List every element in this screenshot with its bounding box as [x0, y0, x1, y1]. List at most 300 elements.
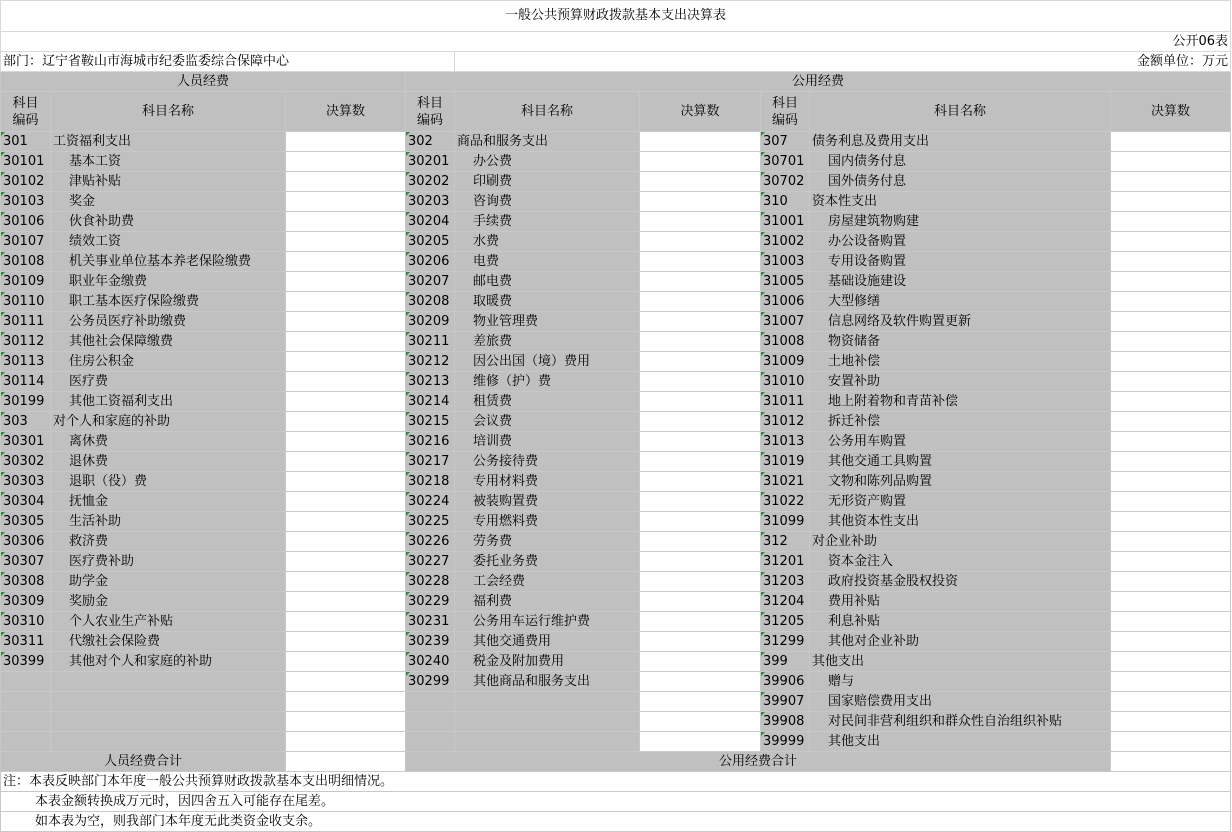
amount-cell[interactable] — [286, 152, 406, 172]
amount-cell[interactable] — [1111, 432, 1231, 452]
subject-code-cell[interactable]: 31008 — [761, 332, 810, 352]
subject-code-cell[interactable]: 30103 — [1, 192, 51, 212]
amount-cell[interactable] — [640, 612, 761, 632]
subject-name-cell[interactable]: 公务接待费 — [455, 452, 640, 472]
amount-cell[interactable] — [286, 252, 406, 272]
amount-cell[interactable] — [1111, 532, 1231, 552]
subject-name-cell[interactable]: 专用材料费 — [455, 472, 640, 492]
subject-code-cell[interactable]: 30308 — [1, 572, 51, 592]
subject-code-cell[interactable]: 30216 — [406, 432, 455, 452]
subject-name-cell[interactable]: 文物和陈列品购置 — [810, 472, 1111, 492]
subject-code-cell[interactable]: 30102 — [1, 172, 51, 192]
subject-name-cell[interactable] — [51, 692, 286, 712]
subject-name-cell[interactable]: 专用燃料费 — [455, 512, 640, 532]
subject-code-cell[interactable]: 30399 — [1, 652, 51, 672]
table-row — [1, 292, 1231, 312]
subject-name-cell[interactable]: 政府投资基金股权投资 — [810, 572, 1111, 592]
subject-code-cell[interactable]: 399 — [761, 652, 810, 672]
table-row — [1, 612, 1231, 632]
amount-cell[interactable] — [1111, 592, 1231, 612]
subject-code-cell[interactable]: 39999 — [761, 732, 810, 752]
table-row — [1, 412, 1231, 432]
amount-cell[interactable] — [640, 712, 761, 732]
subject-name-cell[interactable]: 物业管理费 — [455, 312, 640, 332]
subject-code-cell[interactable]: 30239 — [406, 632, 455, 652]
subject-name-cell[interactable]: 其他资本性支出 — [810, 512, 1111, 532]
subject-name-cell[interactable]: 水费 — [455, 232, 640, 252]
subject-code-cell[interactable] — [1, 672, 51, 692]
subject-name-cell[interactable]: 对个人和家庭的补助 — [51, 412, 286, 432]
subject-name-cell[interactable] — [455, 712, 640, 732]
subject-code-cell[interactable]: 30226 — [406, 532, 455, 552]
amount-cell[interactable] — [640, 352, 761, 372]
note-text: 如本表为空，则我部门本年度无此类资金收支余。 — [1, 812, 1231, 832]
subject-name-cell[interactable]: 离休费 — [51, 432, 286, 452]
amount-cell[interactable] — [1111, 232, 1231, 252]
subject-name-cell[interactable]: 医疗费 — [51, 372, 286, 392]
subject-code-cell[interactable]: 30111 — [1, 312, 51, 332]
amount-cell[interactable] — [286, 512, 406, 532]
subject-name-cell[interactable]: 委托业务费 — [455, 552, 640, 572]
subject-name-cell[interactable]: 救济费 — [51, 532, 286, 552]
table-row — [1, 312, 1231, 332]
subject-code-cell[interactable]: 31203 — [761, 572, 810, 592]
amount-cell[interactable] — [640, 632, 761, 652]
subject-code-cell[interactable]: 30107 — [1, 232, 51, 252]
amount-cell[interactable] — [1111, 572, 1231, 592]
subject-code-cell[interactable]: 31204 — [761, 592, 810, 612]
subject-name-cell[interactable]: 资本性支出 — [810, 192, 1111, 212]
subject-code-cell[interactable]: 30201 — [406, 152, 455, 172]
subject-name-cell[interactable]: 信息网络及软件购置更新 — [810, 312, 1111, 332]
subject-code-cell[interactable]: 31003 — [761, 252, 810, 272]
amount-cell[interactable] — [286, 452, 406, 472]
subject-name-cell[interactable]: 机关事业单位基本养老保险缴费 — [51, 252, 286, 272]
subject-name-cell[interactable]: 其他支出 — [810, 652, 1111, 672]
subject-code-cell[interactable]: 31099 — [761, 512, 810, 532]
subject-name-cell[interactable]: 办公设备购置 — [810, 232, 1111, 252]
amount-cell[interactable] — [286, 532, 406, 552]
public-total-label: 公用经费合计 — [406, 752, 1111, 772]
subject-code-cell[interactable]: 30204 — [406, 212, 455, 232]
amount-cell[interactable] — [1111, 352, 1231, 372]
subject-name-cell[interactable]: 职工基本医疗保险缴费 — [51, 292, 286, 312]
subject-code-cell[interactable]: 30205 — [406, 232, 455, 252]
subject-code-cell[interactable]: 30208 — [406, 292, 455, 312]
amount-cell[interactable] — [1111, 192, 1231, 212]
subject-name-cell[interactable]: 印刷费 — [455, 172, 640, 192]
amount-cell[interactable] — [1111, 712, 1231, 732]
subject-code-cell[interactable]: 30228 — [406, 572, 455, 592]
subject-name-cell[interactable]: 债务利息及费用支出 — [810, 132, 1111, 152]
amount-cell[interactable] — [640, 252, 761, 272]
subject-name-cell[interactable]: 手续费 — [455, 212, 640, 232]
subject-code-cell[interactable]: 30310 — [1, 612, 51, 632]
subject-code-cell[interactable]: 30307 — [1, 552, 51, 572]
subject-code-cell[interactable] — [1, 692, 51, 712]
amount-cell[interactable] — [286, 672, 406, 692]
subject-name-cell[interactable]: 租赁费 — [455, 392, 640, 412]
subject-code-cell[interactable]: 31022 — [761, 492, 810, 512]
subject-code-cell[interactable]: 30305 — [1, 512, 51, 532]
subject-name-cell[interactable]: 国外债务付息 — [810, 172, 1111, 192]
subject-name-cell[interactable]: 其他支出 — [810, 732, 1111, 752]
subject-code-cell[interactable]: 31205 — [761, 612, 810, 632]
note-row — [1, 792, 1231, 812]
subject-name-cell[interactable]: 其他交通费用 — [455, 632, 640, 652]
amount-cell[interactable] — [286, 292, 406, 312]
amount-cell[interactable] — [1111, 512, 1231, 532]
subject-code-cell[interactable]: 30309 — [1, 592, 51, 612]
subject-code-cell[interactable]: 30217 — [406, 452, 455, 472]
subject-name-cell[interactable]: 基础设施建设 — [810, 272, 1111, 292]
subject-name-cell[interactable]: 房屋建筑物购建 — [810, 212, 1111, 232]
subject-code-cell[interactable] — [406, 712, 455, 732]
col-header-amount: 决算数 — [640, 92, 761, 132]
amount-cell[interactable] — [640, 452, 761, 472]
subject-code-cell[interactable]: 30303 — [1, 472, 51, 492]
subject-code-cell[interactable]: 30209 — [406, 312, 455, 332]
table-row — [1, 192, 1231, 212]
amount-cell[interactable] — [286, 732, 406, 752]
subject-name-cell[interactable]: 代缴社会保险费 — [51, 632, 286, 652]
subject-code-cell[interactable]: 31009 — [761, 352, 810, 372]
amount-cell[interactable] — [640, 212, 761, 232]
subject-name-cell[interactable] — [51, 732, 286, 752]
subject-name-cell[interactable]: 邮电费 — [455, 272, 640, 292]
amount-cell[interactable] — [1111, 732, 1231, 752]
subject-code-cell[interactable]: 30224 — [406, 492, 455, 512]
table-row — [1, 692, 1231, 712]
table-row — [1, 492, 1231, 512]
subject-name-cell[interactable]: 助学金 — [51, 572, 286, 592]
note-text: 本表金额转换成万元时，因四舍五入可能存在尾差。 — [1, 792, 1231, 812]
subject-code-cell[interactable] — [1, 712, 51, 732]
amount-cell[interactable] — [640, 472, 761, 492]
amount-cell[interactable] — [640, 672, 761, 692]
subject-name-cell[interactable]: 办公费 — [455, 152, 640, 172]
subject-name-cell[interactable]: 个人农业生产补贴 — [51, 612, 286, 632]
amount-cell[interactable] — [1111, 272, 1231, 292]
subject-code-cell[interactable]: 30114 — [1, 372, 51, 392]
subject-name-cell[interactable]: 工会经费 — [455, 572, 640, 592]
amount-cell[interactable] — [640, 512, 761, 532]
amount-cell[interactable] — [286, 652, 406, 672]
subject-name-cell[interactable]: 会议费 — [455, 412, 640, 432]
amount-cell[interactable] — [286, 212, 406, 232]
subject-name-cell[interactable]: 对企业补助 — [810, 532, 1111, 552]
amount-cell[interactable] — [286, 392, 406, 412]
amount-cell[interactable] — [1111, 372, 1231, 392]
subject-name-cell[interactable]: 职业年金缴费 — [51, 272, 286, 292]
subject-name-cell[interactable]: 医疗费补助 — [51, 552, 286, 572]
amount-cell[interactable] — [1111, 132, 1231, 152]
subject-name-cell[interactable]: 土地补偿 — [810, 352, 1111, 372]
amount-cell[interactable] — [1111, 672, 1231, 692]
subject-name-cell[interactable]: 电费 — [455, 252, 640, 272]
subject-name-cell[interactable] — [51, 712, 286, 732]
subject-name-cell[interactable]: 其他社会保障缴费 — [51, 332, 286, 352]
amount-cell[interactable] — [286, 692, 406, 712]
subject-code-cell[interactable]: 30206 — [406, 252, 455, 272]
subject-name-cell[interactable]: 其他工资福利支出 — [51, 392, 286, 412]
subject-name-cell[interactable]: 津贴补贴 — [51, 172, 286, 192]
amount-cell[interactable] — [640, 732, 761, 752]
amount-cell[interactable] — [640, 492, 761, 512]
col-header-code-line1: 科目 — [12, 95, 39, 111]
subject-name-cell[interactable]: 取暖费 — [455, 292, 640, 312]
subject-name-cell[interactable]: 无形资产购置 — [810, 492, 1111, 512]
amount-cell[interactable] — [640, 552, 761, 572]
subject-code-cell[interactable]: 302 — [406, 132, 455, 152]
subject-code-cell[interactable] — [1, 732, 51, 752]
subject-code-cell[interactable]: 31021 — [761, 472, 810, 492]
subject-name-cell[interactable]: 奖金 — [51, 192, 286, 212]
subject-name-cell[interactable]: 因公出国（境）费用 — [455, 352, 640, 372]
table-row — [1, 172, 1231, 192]
table-row — [1, 372, 1231, 392]
subject-name-cell[interactable]: 赠与 — [810, 672, 1111, 692]
amount-cell[interactable] — [640, 692, 761, 712]
amount-cell[interactable] — [286, 552, 406, 572]
subject-name-cell[interactable]: 抚恤金 — [51, 492, 286, 512]
amount-cell[interactable] — [640, 372, 761, 392]
amount-cell[interactable] — [640, 392, 761, 412]
amount-cell[interactable] — [1111, 252, 1231, 272]
subject-code-cell[interactable]: 39906 — [761, 672, 810, 692]
subject-code-cell[interactable]: 30218 — [406, 472, 455, 492]
amount-cell[interactable] — [1111, 472, 1231, 492]
amount-cell[interactable] — [286, 632, 406, 652]
subject-name-cell[interactable]: 住房公积金 — [51, 352, 286, 372]
subject-code-cell[interactable]: 30702 — [761, 172, 810, 192]
subject-code-cell[interactable]: 31019 — [761, 452, 810, 472]
amount-cell[interactable] — [286, 572, 406, 592]
subject-name-cell[interactable]: 公务用车购置 — [810, 432, 1111, 452]
subject-code-cell[interactable]: 30302 — [1, 452, 51, 472]
subject-name-cell[interactable]: 费用补贴 — [810, 592, 1111, 612]
subject-name-cell[interactable]: 地上附着物和青苗补偿 — [810, 392, 1111, 412]
subject-code-cell[interactable] — [406, 732, 455, 752]
amount-cell[interactable] — [1111, 612, 1231, 632]
amount-cell[interactable] — [1111, 212, 1231, 232]
subject-name-cell[interactable]: 被装购置费 — [455, 492, 640, 512]
subject-name-cell[interactable]: 拆迁补偿 — [810, 412, 1111, 432]
subject-code-cell[interactable]: 30113 — [1, 352, 51, 372]
amount-cell[interactable] — [640, 292, 761, 312]
subject-name-cell[interactable]: 培训费 — [455, 432, 640, 452]
amount-cell[interactable] — [640, 652, 761, 672]
amount-cell[interactable] — [1111, 692, 1231, 712]
amount-cell[interactable] — [286, 432, 406, 452]
subject-name-cell[interactable]: 公务用车运行维护费 — [455, 612, 640, 632]
amount-cell[interactable] — [1111, 652, 1231, 672]
subject-code-cell[interactable]: 31201 — [761, 552, 810, 572]
subject-name-cell[interactable]: 商品和服务支出 — [455, 132, 640, 152]
subject-code-cell[interactable]: 31011 — [761, 392, 810, 412]
subject-name-cell[interactable]: 退休费 — [51, 452, 286, 472]
subject-name-cell[interactable]: 奖励金 — [51, 592, 286, 612]
amount-cell[interactable] — [1111, 632, 1231, 652]
public-total-amount[interactable] — [1111, 752, 1231, 772]
subject-code-cell[interactable]: 31005 — [761, 272, 810, 292]
amount-cell[interactable] — [286, 592, 406, 612]
subject-code-cell[interactable]: 30199 — [1, 392, 51, 412]
subject-name-cell[interactable]: 绩效工资 — [51, 232, 286, 252]
amount-cell[interactable] — [286, 372, 406, 392]
amount-cell[interactable] — [286, 492, 406, 512]
subject-name-cell[interactable]: 劳务费 — [455, 532, 640, 552]
amount-cell[interactable] — [640, 432, 761, 452]
subject-code-cell[interactable]: 30212 — [406, 352, 455, 372]
subject-name-cell[interactable]: 差旅费 — [455, 332, 640, 352]
amount-cell[interactable] — [286, 192, 406, 212]
amount-cell[interactable] — [1111, 172, 1231, 192]
subject-name-cell[interactable]: 伙食补助费 — [51, 212, 286, 232]
subject-name-cell[interactable]: 利息补贴 — [810, 612, 1111, 632]
subject-name-cell[interactable]: 维修（护）费 — [455, 372, 640, 392]
amount-cell[interactable] — [1111, 492, 1231, 512]
subject-code-cell[interactable]: 30106 — [1, 212, 51, 232]
note-row — [1, 812, 1231, 832]
subject-code-cell[interactable]: 30231 — [406, 612, 455, 632]
amount-cell[interactable] — [640, 312, 761, 332]
subject-code-cell[interactable]: 30207 — [406, 272, 455, 292]
amount-cell[interactable] — [286, 712, 406, 732]
subject-code-cell[interactable]: 30101 — [1, 152, 51, 172]
subject-code-cell[interactable]: 30240 — [406, 652, 455, 672]
table-row — [1, 632, 1231, 652]
amount-cell[interactable] — [640, 152, 761, 172]
subject-name-cell[interactable]: 资本金注入 — [810, 552, 1111, 572]
amount-cell[interactable] — [640, 592, 761, 612]
amount-cell[interactable] — [286, 232, 406, 252]
amount-cell[interactable] — [286, 352, 406, 372]
subject-name-cell[interactable]: 退职（役）费 — [51, 472, 286, 492]
subject-code-cell[interactable]: 30110 — [1, 292, 51, 312]
amount-cell[interactable] — [1111, 452, 1231, 472]
subject-name-cell[interactable]: 其他商品和服务支出 — [455, 672, 640, 692]
subject-code-cell[interactable]: 31299 — [761, 632, 810, 652]
subject-code-cell[interactable]: 31002 — [761, 232, 810, 252]
totals-row — [1, 752, 1231, 772]
subject-code-cell[interactable]: 30306 — [1, 532, 51, 552]
amount-cell[interactable] — [640, 572, 761, 592]
subject-name-cell[interactable]: 其他对个人和家庭的补助 — [51, 652, 286, 672]
subject-code-cell[interactable] — [406, 692, 455, 712]
subject-code-cell[interactable]: 30108 — [1, 252, 51, 272]
subject-name-cell[interactable]: 税金及附加费用 — [455, 652, 640, 672]
amount-cell[interactable] — [286, 412, 406, 432]
subject-code-cell[interactable]: 31006 — [761, 292, 810, 312]
subject-name-cell[interactable]: 生活补助 — [51, 512, 286, 532]
subject-name-cell[interactable]: 国家赔偿费用支出 — [810, 692, 1111, 712]
subject-code-cell[interactable]: 30215 — [406, 412, 455, 432]
subject-name-cell[interactable]: 基本工资 — [51, 152, 286, 172]
amount-cell[interactable] — [640, 132, 761, 152]
subject-code-cell[interactable]: 30112 — [1, 332, 51, 352]
subject-code-cell[interactable]: 30211 — [406, 332, 455, 352]
amount-cell[interactable] — [286, 612, 406, 632]
subject-code-cell[interactable]: 31007 — [761, 312, 810, 332]
amount-cell[interactable] — [640, 272, 761, 292]
amount-cell[interactable] — [640, 172, 761, 192]
amount-cell[interactable] — [640, 412, 761, 432]
subject-code-cell[interactable]: 30213 — [406, 372, 455, 392]
subject-code-cell[interactable]: 30225 — [406, 512, 455, 532]
subject-name-cell[interactable]: 物资储备 — [810, 332, 1111, 352]
subject-code-cell[interactable]: 30109 — [1, 272, 51, 292]
amount-cell[interactable] — [286, 472, 406, 492]
amount-cell[interactable] — [1111, 292, 1231, 312]
subject-code-cell[interactable]: 30203 — [406, 192, 455, 212]
personnel-total-amount[interactable] — [286, 752, 406, 772]
amount-cell[interactable] — [640, 332, 761, 352]
subject-name-cell[interactable] — [51, 672, 286, 692]
amount-cell[interactable] — [1111, 312, 1231, 332]
amount-cell[interactable] — [1111, 552, 1231, 572]
subject-code-cell[interactable]: 30214 — [406, 392, 455, 412]
amount-cell[interactable] — [286, 272, 406, 292]
subject-code-cell[interactable]: 30202 — [406, 172, 455, 192]
subject-code-cell[interactable]: 39907 — [761, 692, 810, 712]
subject-name-cell[interactable]: 咨询费 — [455, 192, 640, 212]
subject-name-cell[interactable]: 其他对企业补助 — [810, 632, 1111, 652]
subject-name-cell[interactable]: 安置补助 — [810, 372, 1111, 392]
subject-code-cell[interactable]: 301 — [1, 132, 51, 152]
subject-code-cell[interactable]: 30701 — [761, 152, 810, 172]
amount-cell[interactable] — [286, 172, 406, 192]
subject-name-cell[interactable]: 福利费 — [455, 592, 640, 612]
subject-code-cell[interactable]: 30227 — [406, 552, 455, 572]
subject-code-cell[interactable]: 31010 — [761, 372, 810, 392]
subject-code-cell[interactable]: 303 — [1, 412, 51, 432]
amount-cell[interactable] — [640, 232, 761, 252]
amount-cell[interactable] — [1111, 412, 1231, 432]
subject-name-cell[interactable]: 其他交通工具购置 — [810, 452, 1111, 472]
subject-code-cell[interactable]: 30299 — [406, 672, 455, 692]
subject-code-cell[interactable]: 310 — [761, 192, 810, 212]
subject-name-cell[interactable]: 专用设备购置 — [810, 252, 1111, 272]
amount-cell[interactable] — [1111, 392, 1231, 412]
amount-cell[interactable] — [640, 532, 761, 552]
subject-code-cell[interactable]: 39908 — [761, 712, 810, 732]
amount-cell[interactable] — [286, 132, 406, 152]
subject-code-cell[interactable]: 307 — [761, 132, 810, 152]
subject-code-cell[interactable]: 30301 — [1, 432, 51, 452]
subject-code-cell[interactable]: 31001 — [761, 212, 810, 232]
subject-name-cell[interactable] — [455, 692, 640, 712]
amount-cell[interactable] — [1111, 152, 1231, 172]
subject-name-cell[interactable]: 国内债务付息 — [810, 152, 1111, 172]
subject-code-cell[interactable]: 31012 — [761, 412, 810, 432]
subject-code-cell[interactable]: 312 — [761, 532, 810, 552]
subject-code-cell[interactable]: 30229 — [406, 592, 455, 612]
table-row — [1, 212, 1231, 232]
amount-cell[interactable] — [286, 312, 406, 332]
amount-cell[interactable] — [1111, 332, 1231, 352]
subject-name-cell[interactable]: 工资福利支出 — [51, 132, 286, 152]
subject-name-cell[interactable]: 对民间非营利组织和群众性自治组织补贴 — [810, 712, 1111, 732]
subject-code-cell[interactable]: 30304 — [1, 492, 51, 512]
amount-cell[interactable] — [640, 192, 761, 212]
subject-code-cell[interactable]: 31013 — [761, 432, 810, 452]
subject-name-cell[interactable]: 公务员医疗补助缴费 — [51, 312, 286, 332]
amount-cell[interactable] — [286, 332, 406, 352]
subject-code-cell[interactable]: 30311 — [1, 632, 51, 652]
subject-name-cell[interactable] — [455, 732, 640, 752]
subject-name-cell[interactable]: 大型修缮 — [810, 292, 1111, 312]
